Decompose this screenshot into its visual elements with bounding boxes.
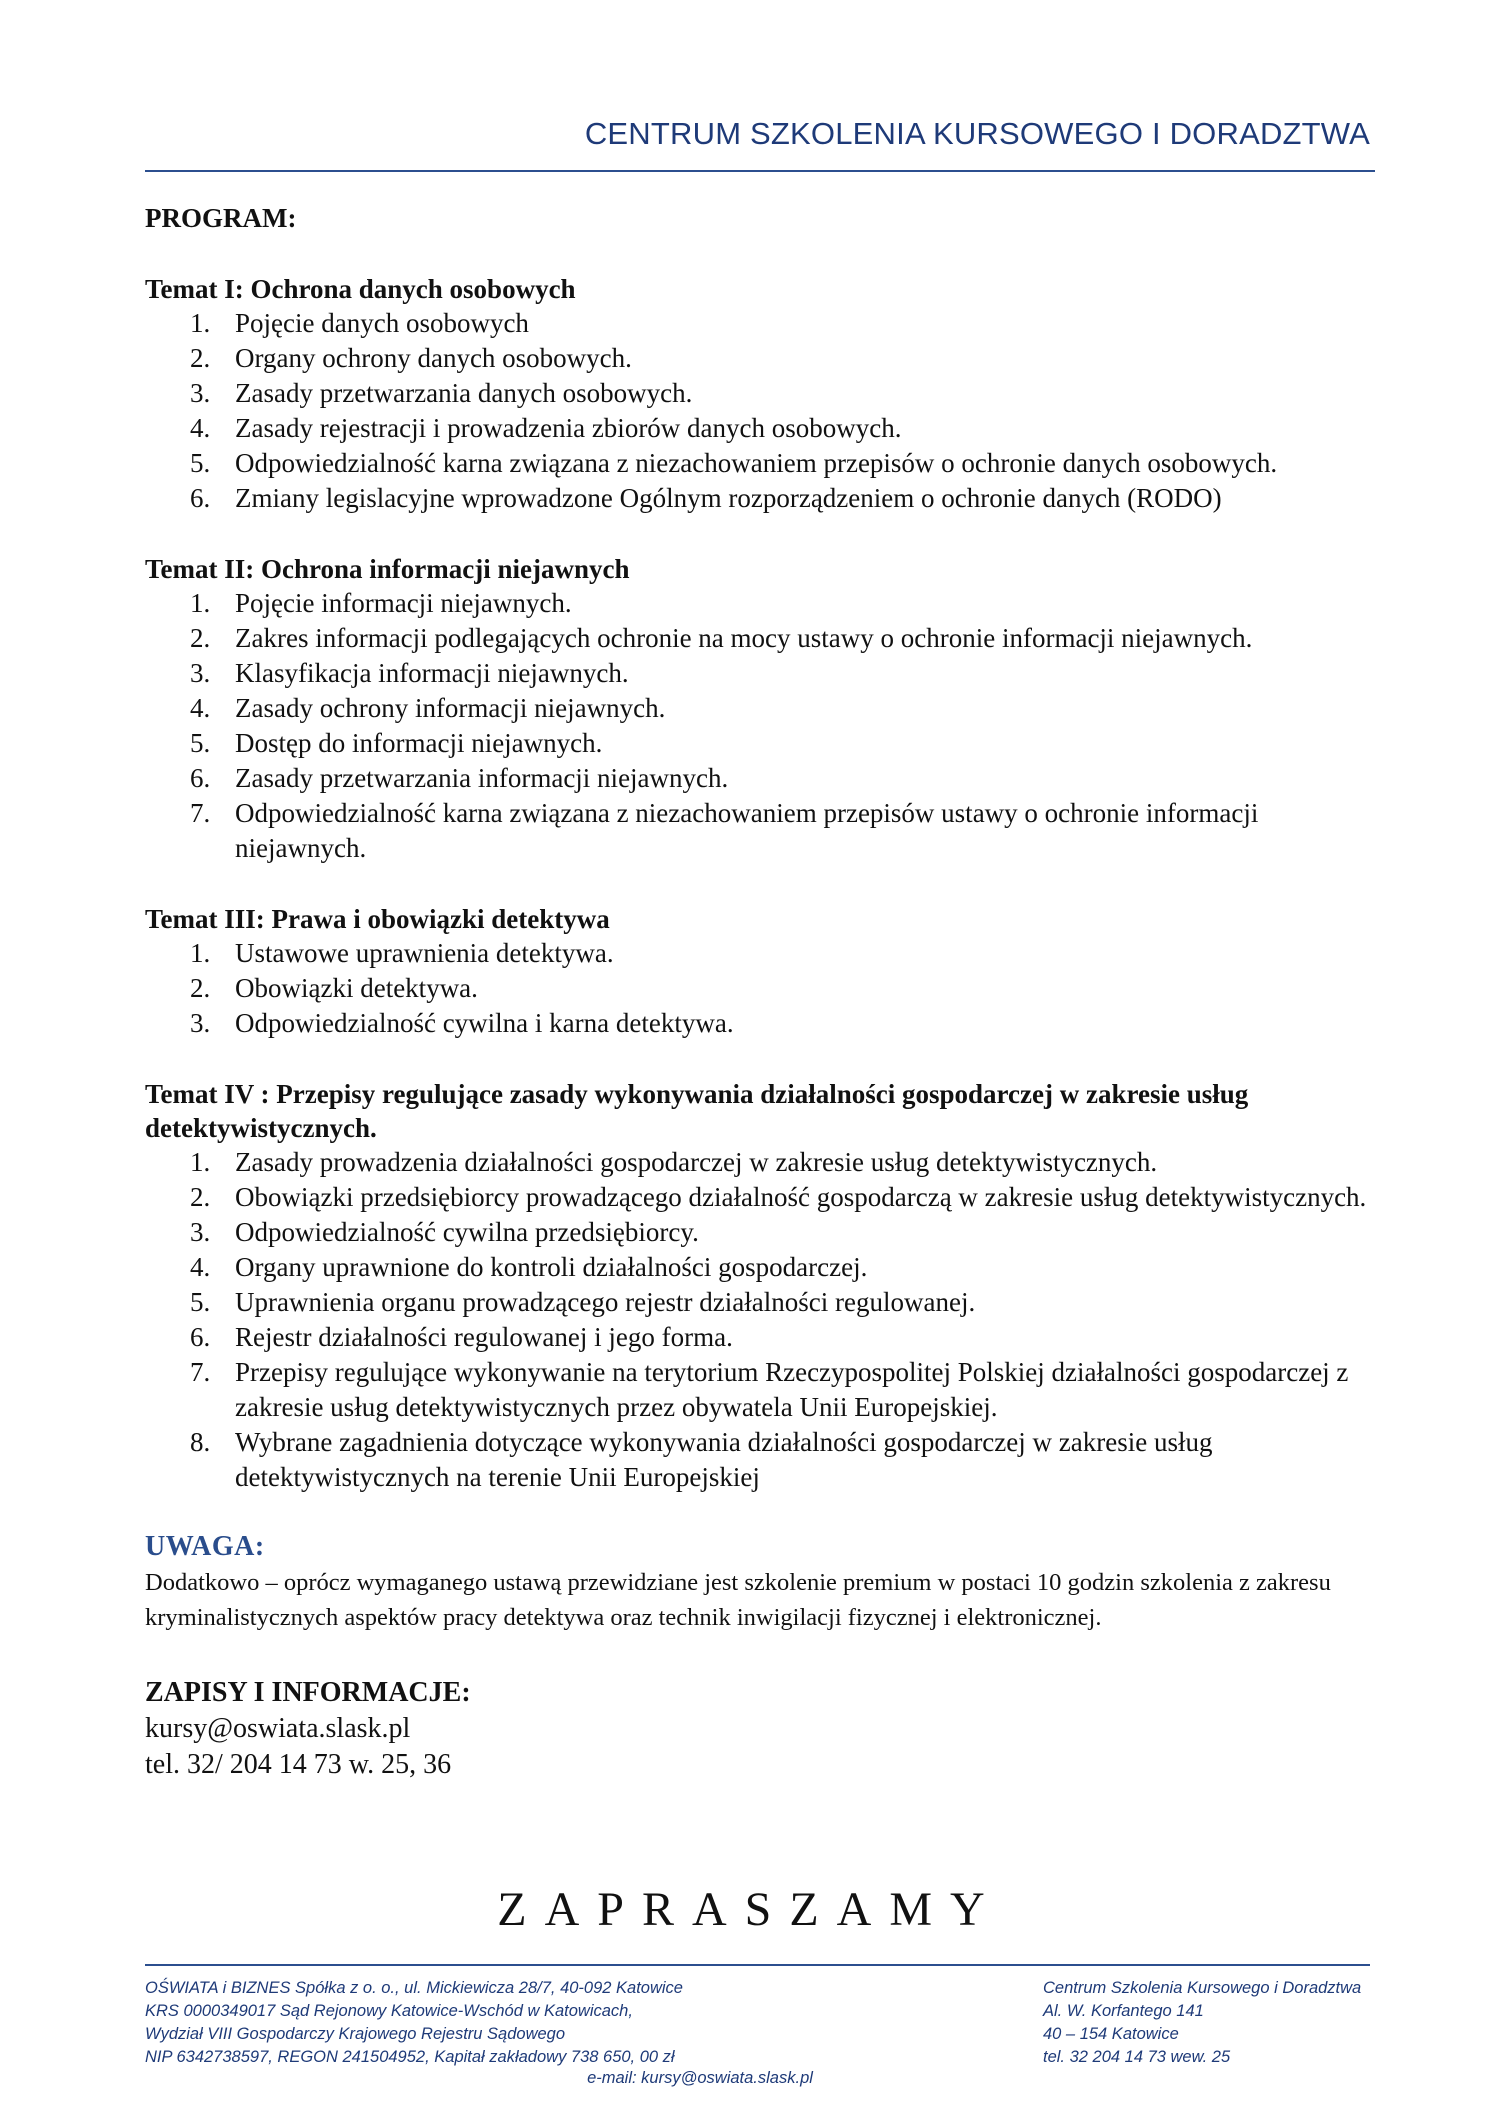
item-text: Odpowiedzialność cywilna przedsiębiorcy.	[235, 1217, 699, 1247]
list-item	[145, 691, 1395, 726]
note-text: Dodatkowo – oprócz wymaganego ustawą przewidziane jest szkolenie premium w postaci 10 godzin szkolenia z zakresu kryminalistycznych aspektów pracy detektywa oraz technik inwigilacji fizycznej i elektronicznej.	[145, 1569, 1331, 1631]
item-text: Zasady przetwarzania danych osobowych.	[235, 378, 693, 408]
topic-title: Temat IV : Przepisy regulujące zasady wykonywania działalności gospodarczej w zakresie usług detektywistycznych.	[145, 1079, 1249, 1143]
list-item	[145, 586, 1395, 621]
list-item	[145, 621, 1395, 656]
footer-center-info	[1043, 1977, 1361, 2069]
footer-line: Centrum Szkolenia Kursowego i Doradztwa	[1043, 1979, 1362, 1997]
item-text: Przepisy regulujące wykonywanie na terytorium Rzeczypospolitej Polskiej działalności gospodarczej z zakresie usług detektywistycznych przez obywatela Unii Europejskiej.	[235, 1357, 1349, 1422]
contact-heading: ZAPISY I INFORMACJE:	[145, 1677, 471, 1708]
item-number: 1.	[190, 588, 211, 618]
list-item	[145, 656, 1395, 691]
topic-title: Temat II: Ochrona informacji niejawnych	[145, 554, 630, 584]
item-number: 1.	[190, 938, 211, 968]
item-text: Obowiązki detektywa.	[235, 973, 478, 1003]
footer-line: Wydział VIII Gospodarczy Krajowego Rejestru Sądowego	[145, 2025, 566, 2043]
header-divider	[145, 170, 1375, 172]
topic-2	[145, 552, 1395, 866]
item-text: Obowiązki przedsiębiorcy prowadzącego działalność gospodarczą w zakresie usług detektywistycznych.	[235, 1182, 1367, 1212]
item-text: Pojęcie danych osobowych	[235, 308, 529, 338]
item-number: 5.	[190, 1287, 211, 1317]
list-item	[145, 726, 1395, 761]
list-item	[145, 936, 1395, 971]
list-item	[145, 411, 1395, 446]
item-text: Wybrane zagadnienia dotyczące wykonywania działalności gospodarczej w zakresie usług detektywistycznych na terenie Unii Europejskiej	[235, 1427, 1213, 1492]
list-item	[145, 761, 1395, 796]
footer-line: Al. W. Korfantego 141	[1043, 2002, 1204, 2020]
list-item	[145, 971, 1395, 1006]
topic-items	[145, 936, 1395, 1041]
item-number: 3.	[190, 1217, 211, 1247]
item-text: Ustawowe uprawnienia detektywa.	[235, 938, 614, 968]
note-heading: UWAGA:	[145, 1531, 265, 1562]
item-number: 4.	[190, 1252, 211, 1282]
item-number: 5.	[190, 728, 211, 758]
list-item	[145, 1215, 1395, 1250]
item-text: Zasady ochrony informacji niejawnych.	[235, 693, 666, 723]
contact-phone: tel. 32/ 204 14 73 w. 25, 36	[145, 1749, 452, 1780]
list-item	[145, 1006, 1395, 1041]
topic-1	[145, 272, 1395, 516]
item-number: 2.	[190, 623, 211, 653]
item-number: 2.	[190, 1182, 211, 1212]
item-number: 3.	[190, 378, 211, 408]
item-number: 5.	[190, 448, 211, 478]
topic-items	[145, 586, 1395, 866]
item-number: 7.	[190, 798, 211, 828]
item-text: Organy uprawnione do kontroli działalności gospodarczej.	[235, 1252, 868, 1282]
item-text: Zasady rejestracji i prowadzenia zbiorów danych osobowych.	[235, 413, 902, 443]
header-title: CENTRUM SZKOLENIA KURSOWEGO I DORADZTWA	[584, 116, 1370, 151]
item-number: 4.	[190, 693, 211, 723]
program-content	[145, 190, 1395, 1783]
item-text: Rejestr działalności regulowanej i jego forma.	[235, 1322, 733, 1352]
list-item	[145, 446, 1395, 481]
item-number: 1.	[190, 308, 211, 338]
item-number: 1.	[190, 1147, 211, 1177]
item-text: Dostęp do informacji niejawnych.	[235, 728, 603, 758]
item-text: Organy ochrony danych osobowych.	[235, 343, 632, 373]
item-number: 2.	[190, 343, 211, 373]
footer-line: OŚWIATA i BIZNES Spółka z o. o., ul. Mickiewicza 28/7, 40-092 Katowice	[145, 1979, 683, 1997]
list-item	[145, 1355, 1395, 1425]
list-item	[145, 376, 1395, 411]
item-text: Zasady prowadzenia działalności gospodarczej w zakresie usług detektywistycznych.	[235, 1147, 1158, 1177]
list-item	[145, 1425, 1395, 1495]
invite-heading: ZAPRASZAMY	[497, 1883, 1003, 1936]
item-text: Uprawnienia organu prowadzącego rejestr działalności regulowanej.	[235, 1287, 976, 1317]
item-text: Zakres informacji podlegających ochronie na mocy ustawy o ochronie informacji niejawnych.	[235, 623, 1253, 653]
item-number: 4.	[190, 413, 211, 443]
list-item	[145, 1180, 1395, 1215]
item-text: Odpowiedzialność karna związana z niezachowaniem przepisów o ochronie danych osobowych.	[235, 448, 1278, 478]
list-item	[145, 1250, 1395, 1285]
footer-divider	[145, 1964, 1370, 1966]
item-text: Odpowiedzialność cywilna i karna detektywa.	[235, 1008, 734, 1038]
item-number: 7.	[190, 1357, 211, 1387]
footer-line: NIP 6342738597, REGON 241504952, Kapitał zakładowy 738 650, 00 zł	[145, 2048, 675, 2066]
footer-company-info	[145, 1977, 683, 2069]
footer-email: e-mail: kursy@oswiata.slask.pl	[587, 2069, 813, 2087]
item-number: 6.	[190, 1322, 211, 1352]
item-text: Zasady przetwarzania informacji niejawnych.	[235, 763, 729, 793]
footer-line: 40 – 154 Katowice	[1043, 2025, 1179, 2043]
topic-title: Temat I: Ochrona danych osobowych	[145, 274, 576, 304]
list-item	[145, 1320, 1395, 1355]
topic-title: Temat III: Prawa i obowiązki detektywa	[145, 904, 610, 934]
topic-items	[145, 306, 1395, 516]
list-item	[145, 1285, 1395, 1320]
item-number: 6.	[190, 763, 211, 793]
item-number: 6.	[190, 483, 211, 513]
item-text: Pojęcie informacji niejawnych.	[235, 588, 572, 618]
item-number: 3.	[190, 1008, 211, 1038]
list-item	[145, 306, 1395, 341]
topic-items	[145, 1145, 1395, 1495]
item-text: Klasyfikacja informacji niejawnych.	[235, 658, 629, 688]
contact-email: kursy@oswiata.slask.pl	[145, 1713, 411, 1744]
list-item	[145, 796, 1395, 866]
item-text: Zmiany legislacyjne wprowadzone Ogólnym rozporządzeniem o ochronie danych (RODO)	[235, 483, 1222, 513]
item-number: 8.	[190, 1427, 211, 1457]
program-title: PROGRAM:	[145, 203, 297, 233]
item-number: 3.	[190, 658, 211, 688]
footer-line: KRS 0000349017 Sąd Rejonowy Katowice-Wschód w Katowicach,	[145, 2002, 633, 2020]
topic-4	[145, 1077, 1395, 1495]
item-text: Odpowiedzialność karna związana z niezachowaniem przepisów ustawy o ochronie informacji niejawnych.	[235, 798, 1259, 863]
list-item	[145, 1145, 1395, 1180]
list-item	[145, 341, 1395, 376]
list-item	[145, 481, 1395, 516]
topic-3	[145, 902, 1395, 1041]
footer-line: tel. 32 204 14 73 wew. 25	[1043, 2048, 1231, 2066]
item-number: 2.	[190, 973, 211, 1003]
